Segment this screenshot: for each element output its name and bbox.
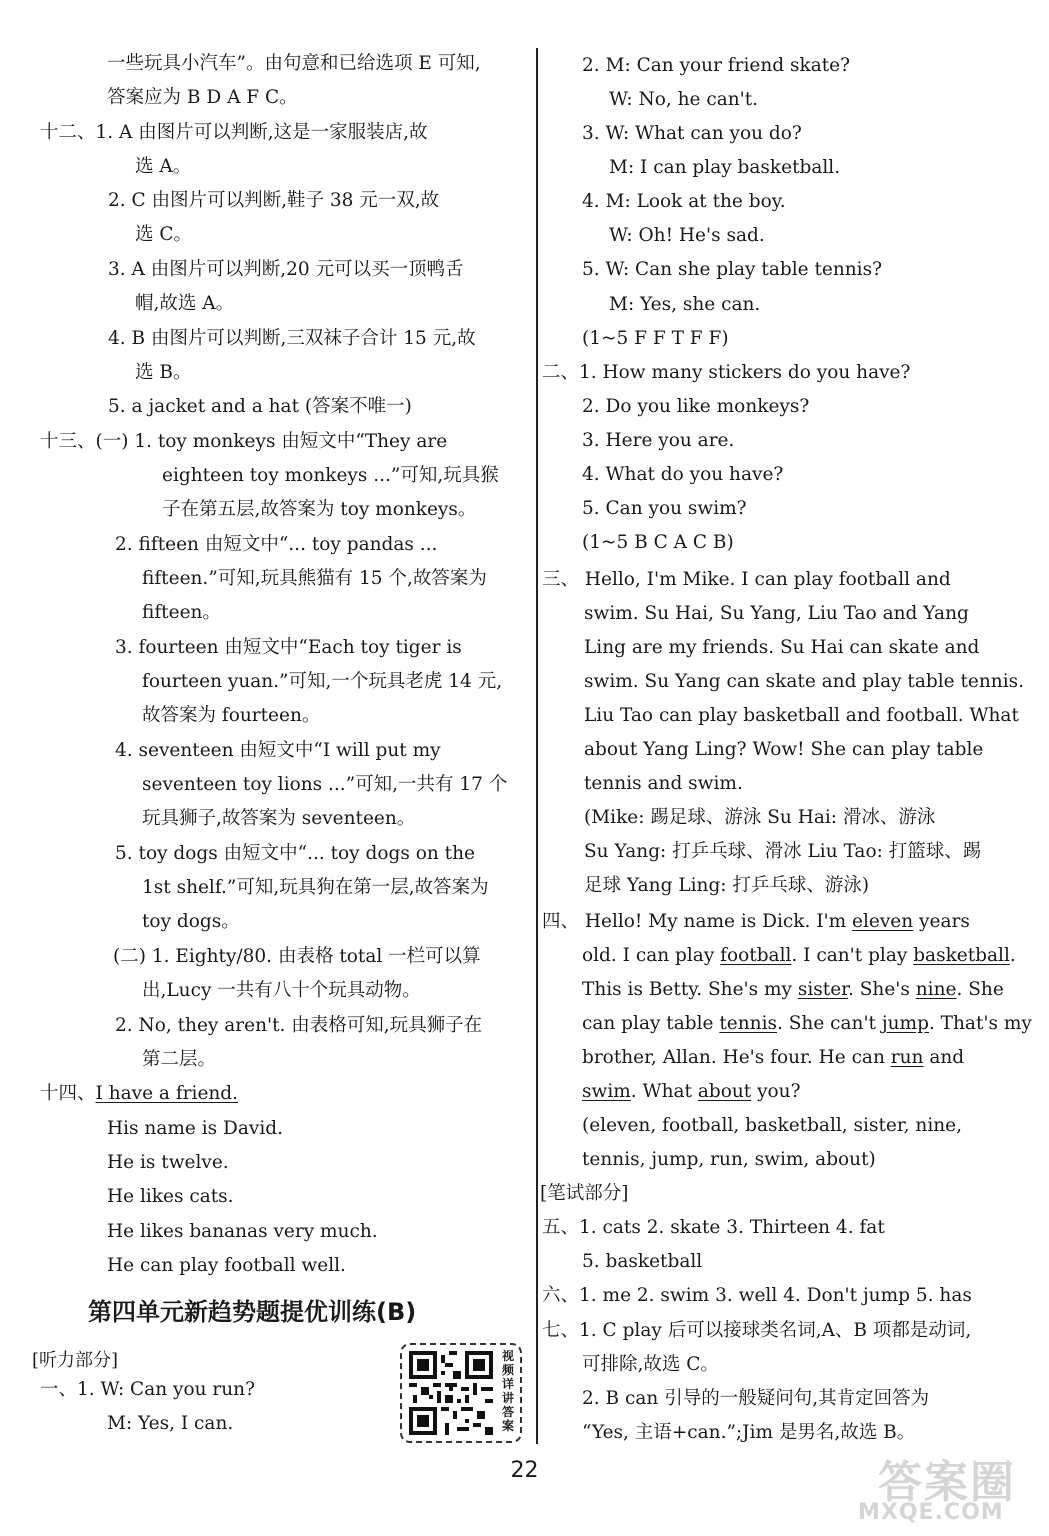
text-line: 选 B。 <box>135 362 192 383</box>
text-line: 2. No, they aren't. 由表格可知,玩具狮子在 <box>115 1015 483 1036</box>
qr-code-box[interactable] <box>400 1343 522 1443</box>
text-line: 选 A。 <box>135 156 192 177</box>
text-line: 出,Lucy 一共有八十个玩具动物。 <box>142 980 421 1001</box>
text-line: 2. M: Can your friend skate? <box>582 55 851 76</box>
text-line: (1~5 F F T F F) <box>582 328 729 349</box>
text-line: toy dogs。 <box>142 911 240 932</box>
text-line: fourteen yuan.”可知,一个玩具老虎 14 元, <box>142 671 503 692</box>
qr-label: 视频详讲答案 <box>501 1349 514 1433</box>
text-line: “Yes, 主语+can.”;Jim 是男名,故选 B。 <box>582 1422 916 1443</box>
text-line: He likes bananas very much. <box>107 1221 378 1242</box>
text-line: swim. Su Hai, Su Yang, Liu Tao and Yang <box>584 603 969 624</box>
text-line: (1~5 B C A C B) <box>582 532 734 553</box>
section-heading: 第四单元新趋势题提优训练(B) <box>88 1298 417 1326</box>
text-line: can play table tennis. She can't jump. That's my <box>582 1013 1032 1034</box>
text-line: 一、1. W: Can you run? <box>40 1379 256 1400</box>
text-line: Su Yang: 打乒乓球、滑冰 Liu Tao: 打篮球、踢 <box>584 841 982 862</box>
text-line: 三、 Hello, I'm Mike. I can play football and <box>542 569 951 590</box>
watermark-logo <box>838 1446 1038 1530</box>
text-line: 十四、I have a friend. <box>40 1083 239 1104</box>
text-line: He likes cats. <box>107 1186 234 1207</box>
text-line: 5. toy dogs 由短文中“... toy dogs on the <box>115 843 475 864</box>
column-divider <box>536 48 538 1444</box>
text-line: 二、1. How many stickers do you have? <box>542 362 911 383</box>
text-line: 十二、1. A 由图片可以判断,这是一家服装店,故 <box>40 122 428 143</box>
text-line: 选 C。 <box>135 224 193 245</box>
text-line: 帽,故选 A。 <box>135 293 235 314</box>
text-line: 2. C 由图片可以判断,鞋子 38 元一双,故 <box>108 190 440 211</box>
text-line: M: Yes, I can. <box>107 1413 234 1434</box>
text-line: 玩具狮子,故答案为 seventeen。 <box>142 808 416 829</box>
text-line: He can play football well. <box>107 1255 346 1276</box>
text-line: fifteen。 <box>142 602 221 623</box>
text-line: 五、1. cats 2. skate 3. Thirteen 4. fat <box>542 1217 885 1238</box>
text-line: 4. M: Look at the boy. <box>582 191 786 212</box>
text-line: 4. seventeen 由短文中“I will put my <box>115 740 441 761</box>
text-line: 子在第五层,故答案为 toy monkeys。 <box>162 499 477 520</box>
text-line: M: I can play basketball. <box>609 157 841 178</box>
watermark-url: MXQE.COM <box>858 1500 1004 1525</box>
text-line: 足球 Yang Ling: 打乒乓球、游泳) <box>584 875 870 896</box>
qr-code-icon <box>408 1351 494 1435</box>
text-line: 一些玩具小汽车”。由句意和已给选项 E 可知, <box>107 53 481 74</box>
watermark-text: 答案圈 <box>878 1457 1016 1508</box>
text-line: 2. fifteen 由短文中“... toy pandas ... <box>115 534 438 555</box>
text-line: Ling are my friends. Su Hai can skate and <box>584 637 980 658</box>
listening-section-label: [听力部分] <box>32 1350 119 1371</box>
text-line: 5. a jacket and a hat (答案不唯一) <box>108 396 412 417</box>
text-line: 1st shelf.”可知,玩具狗在第一层,故答案为 <box>142 877 489 898</box>
text-line: tennis, jump, run, swim, about) <box>582 1149 876 1170</box>
text-line: about Yang Ling? Wow! She can play table <box>584 739 984 760</box>
text-line: 答案应为 B D A F C。 <box>107 87 298 108</box>
text-line: eighteen toy monkeys ...”可知,玩具猴 <box>162 465 499 486</box>
text-line: 故答案为 fourteen。 <box>142 705 321 726</box>
text-line: This is Betty. She's my sister. She's nine. She <box>582 979 1004 1000</box>
text-line: M: Yes, she can. <box>609 294 761 315</box>
text-line: fifteen.”可知,玩具熊猫有 15 个,故答案为 <box>142 568 487 589</box>
text-line: old. I can play football. I can't play basketball. <box>582 945 1016 966</box>
text-line: 2. B can 引导的一般疑问句,其肯定回答为 <box>582 1388 930 1409</box>
text-line: (Mike: 踢足球、游泳 Su Hai: 滑冰、游泳 <box>584 807 936 828</box>
text-line: 四、 Hello! My name is Dick. I'm eleven years <box>542 911 970 932</box>
text-line: 3. A 由图片可以判断,20 元可以买一顶鸭舌 <box>108 259 464 280</box>
page-number: 22 <box>510 1458 539 1483</box>
text-line: 十三、(一) 1. toy monkeys 由短文中“They are <box>40 431 448 452</box>
text-line: (eleven, football, basketball, sister, nine, <box>582 1115 962 1136</box>
text-line: 3. Here you are. <box>582 430 735 451</box>
text-line: 第二层。 <box>142 1049 217 1070</box>
text-line: 3. fourteen 由短文中“Each toy tiger is <box>115 637 462 658</box>
text-line: 4. What do you have? <box>582 464 784 485</box>
text-line: 七、1. C play 后可以接球类名词,A、B 项都是动词, <box>542 1320 972 1341</box>
text-line: 3. W: What can you do? <box>582 123 802 144</box>
text-line: seventeen toy lions ...”可知,一共有 17 个 <box>142 774 508 795</box>
text-line: Liu Tao can play basketball and football. What <box>584 705 1019 726</box>
text-line: tennis and swim. <box>584 773 743 794</box>
text-line: 5. Can you swim? <box>582 498 747 519</box>
text-line: 5. basketball <box>582 1251 703 1272</box>
text-line: (二) 1. Eighty/80. 由表格 total 一栏可以算 <box>113 946 481 967</box>
text-line: 5. W: Can she play table tennis? <box>582 259 882 280</box>
text-line: His name is David. <box>107 1118 283 1139</box>
text-line: 2. Do you like monkeys? <box>582 396 810 417</box>
text-line: swim. Su Yang can skate and play table tennis. <box>584 671 1024 692</box>
text-line: W: No, he can't. <box>609 89 759 110</box>
text-line: 4. B 由图片可以判断,三双袜子合计 15 元,故 <box>108 328 476 349</box>
text-line: 六、1. me 2. swim 3. well 4. Don't jump 5. has <box>542 1285 972 1306</box>
text-line: swim. What about you? <box>582 1081 801 1102</box>
text-line: 可排除,故选 C。 <box>582 1354 719 1375</box>
text-line: [笔试部分] <box>540 1183 629 1204</box>
text-line: brother, Allan. He's four. He can run and <box>582 1047 965 1068</box>
text-line: He is twelve. <box>107 1152 229 1173</box>
text-line: W: Oh! He's sad. <box>609 225 765 246</box>
